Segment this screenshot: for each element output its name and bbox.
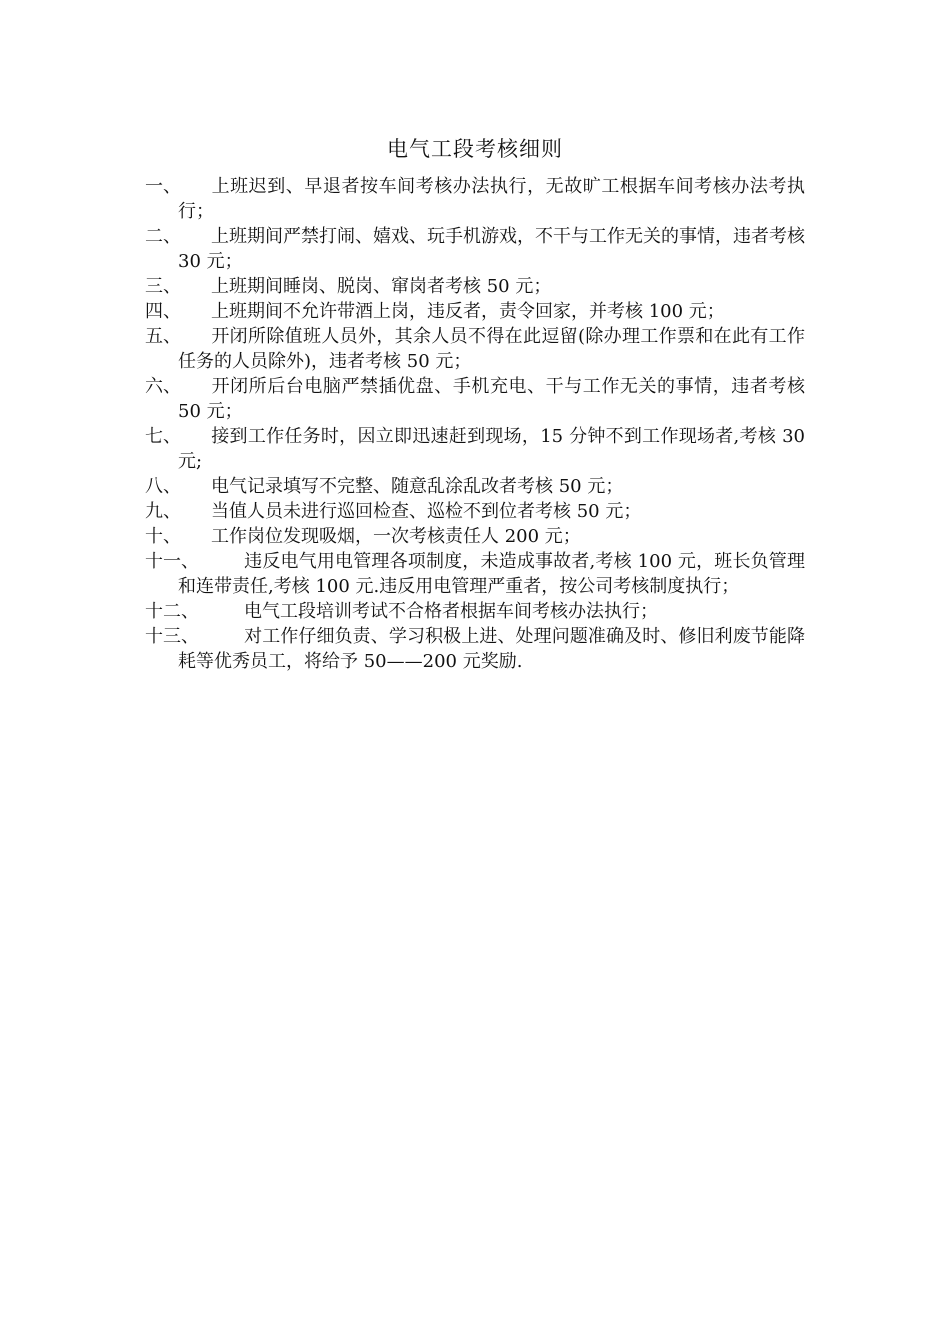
rules-list <box>145 174 805 674</box>
rule-item <box>145 274 805 299</box>
rule-text: 电气记录填写不完整、随意乱涂乱改者考核 50 元； <box>211 476 624 497</box>
rule-text: 上班期间睡岗、脱岗、窜岗者考核 50 元； <box>211 276 552 297</box>
rule-number: 三、 <box>145 276 181 297</box>
rule-item <box>145 324 805 374</box>
rule-number: 六、 <box>145 376 181 397</box>
rule-text: 上班期间不允许带酒上岗，违反者，责令回家，并考核 100 元； <box>211 301 725 322</box>
rule-text: 上班迟到、早退者按车间考核办法执行，无故旷工根据车间考核办法考执行； <box>178 176 805 222</box>
rule-number: 一、 <box>145 176 181 197</box>
rule-number: 十三、 <box>145 626 199 647</box>
rule-number: 八、 <box>145 476 181 497</box>
rule-item <box>145 174 805 224</box>
rule-text: 开闭所除值班人员外，其余人员不得在此逗留(除办理工作票和在此有工作任务的人员除外)，违者考核 50 元； <box>178 326 805 372</box>
rule-item <box>145 374 805 424</box>
rule-text: 电气工段培训考试不合格者根据车间考核办法执行； <box>244 601 658 622</box>
rule-text: 上班期间严禁打闹、嬉戏、玩手机游戏，不干与工作无关的事情，违者考核 30 元； <box>178 226 805 272</box>
rule-item <box>145 299 805 324</box>
rule-text: 工作岗位发现吸烟，一次考核责任人 200 元； <box>211 526 581 547</box>
rule-number: 十、 <box>145 526 181 547</box>
rule-number: 十二、 <box>145 601 199 622</box>
rule-text: 当值人员未进行巡回检查、巡检不到位者考核 50 元； <box>211 501 642 522</box>
document-title: 电气工段考核细则 <box>387 137 563 161</box>
rule-item <box>145 474 805 499</box>
rule-number: 九、 <box>145 501 181 522</box>
rule-text: 开闭所后台电脑严禁插优盘、手机充电、干与工作无关的事情，违者考核 50 元； <box>178 376 805 422</box>
rule-text: 接到工作任务时，因立即迅速赶到现场，15 分钟不到工作现场者,考核 30 元; <box>178 426 805 472</box>
rule-item <box>145 549 805 599</box>
rule-item <box>145 599 805 624</box>
rule-item <box>145 624 805 674</box>
rule-item <box>145 524 805 549</box>
rule-number: 四、 <box>145 301 181 322</box>
rule-text: 对工作仔细负责、学习积极上进、处理问题准确及时、修旧利废节能降耗等优秀员工，将给予 50——200 元奖励. <box>178 626 805 672</box>
rule-item <box>145 224 805 274</box>
rule-number: 二、 <box>145 226 181 247</box>
rule-item <box>145 499 805 524</box>
rule-number: 七、 <box>145 426 181 447</box>
rule-text: 违反电气用电管理各项制度，未造成事故者,考核 100 元，班长负管理和连带责任,考核 100 元.违反用电管理严重者，按公司考核制度执行； <box>178 551 805 597</box>
rule-number: 十一、 <box>145 551 199 572</box>
rule-item <box>145 424 805 474</box>
rule-number: 五、 <box>145 326 181 347</box>
